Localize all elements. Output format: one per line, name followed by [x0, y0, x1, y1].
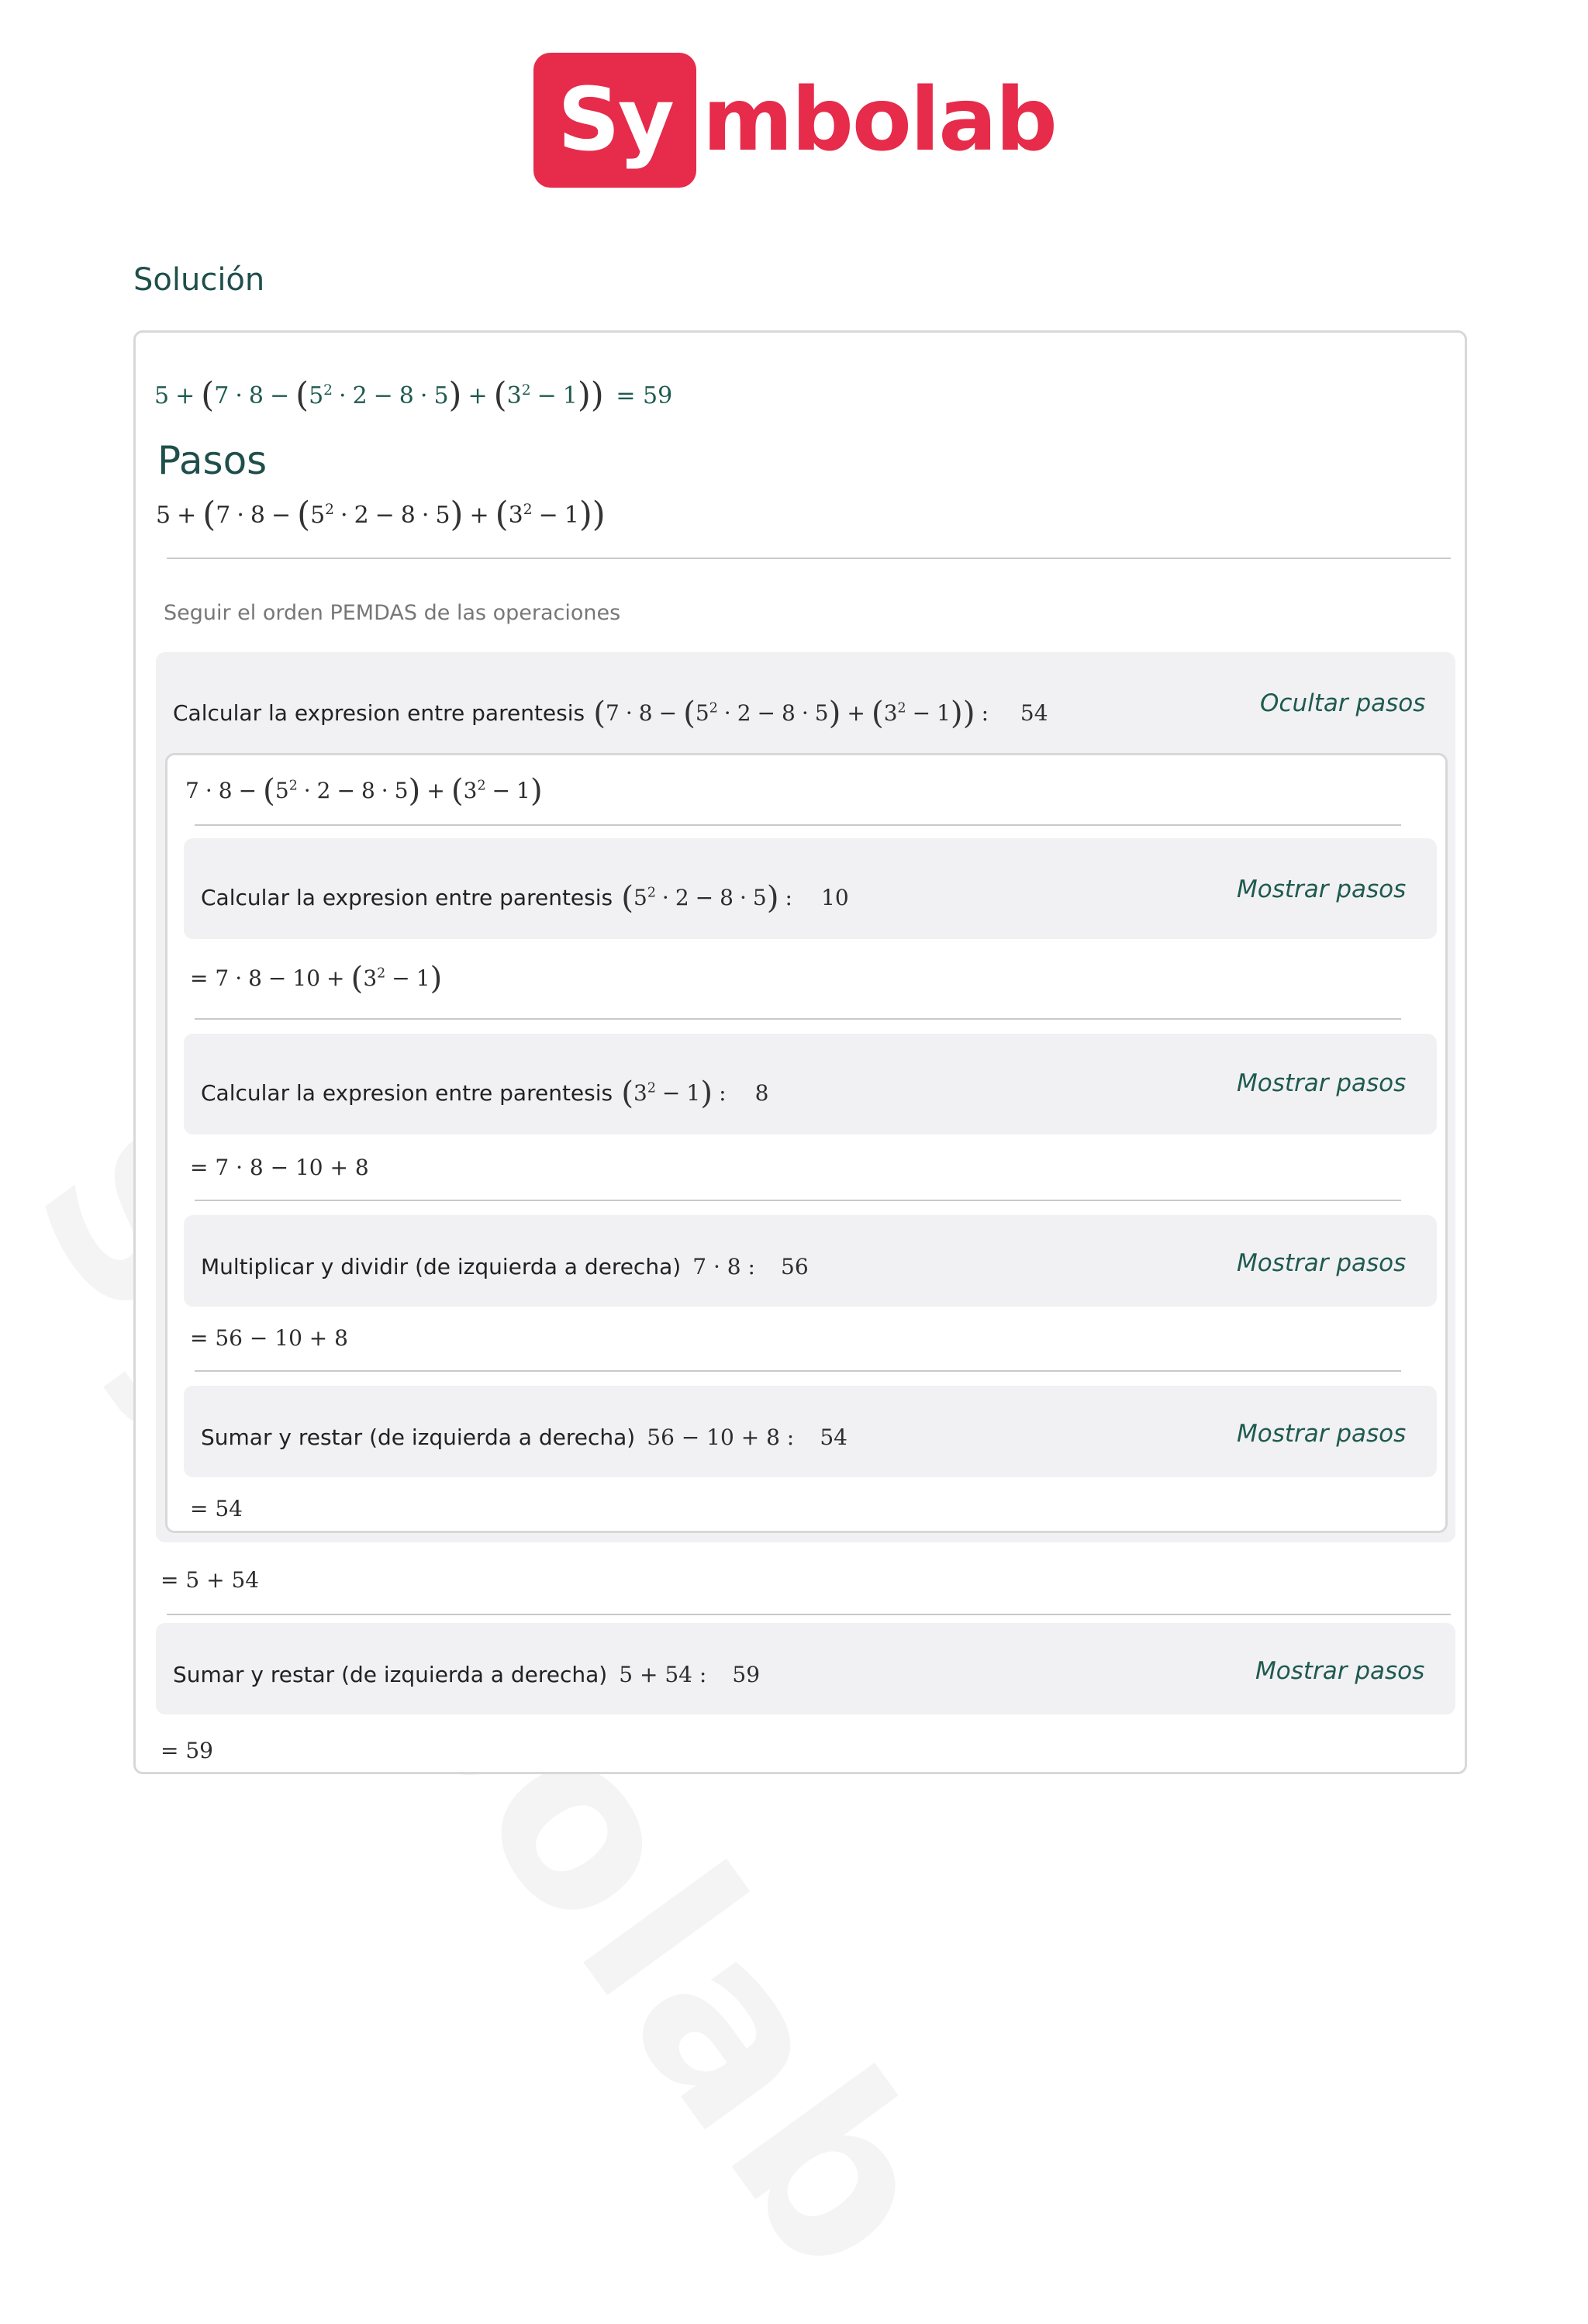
substep-2-label: Calcular la expresion entre parentesis	[201, 1080, 613, 1106]
step-2-result: 59	[732, 1662, 761, 1687]
after-step-1: = 5 + 54	[161, 1567, 260, 1593]
step-2-after: = 59	[161, 1738, 213, 1763]
step-1-header: Calcular la expresion entre parentesis $(7 \cdot 8 - (5^2 \cdot 2 - 8 \cdot 5) + (3^2 - 1))$ : 54	[173, 694, 1048, 731]
substep-4-expr: 56 − 10 + 8 :	[647, 1424, 795, 1450]
divider	[195, 1370, 1401, 1372]
substep-4-show-toggle[interactable]: Mostrar pasos	[1237, 1420, 1407, 1448]
step-2-expr: 5 + 54 :	[619, 1662, 707, 1687]
substep-1-after: = $7 \cdot 8 - 10 + (3^2 - 1)$	[190, 959, 443, 996]
substep-3-header	[201, 1254, 809, 1279]
logo-wordmark: mbolab	[703, 70, 1056, 171]
step-2-header	[173, 1662, 760, 1687]
symbolab-logo[interactable]	[533, 53, 1056, 188]
substep-1-result: 10	[821, 885, 849, 910]
divider	[167, 558, 1451, 559]
substep-1-label: Calcular la expresion entre parentesis	[201, 885, 613, 910]
solution-card	[133, 330, 1467, 1774]
substep-4-after: = 54	[190, 1496, 243, 1521]
substep-4-label: Sumar y restar (de izquierda a derecha)	[201, 1424, 636, 1450]
substeps-expression: $7 \cdot 8 - (5^2 \cdot 2 - 8 \cdot 5) + (3^2 - 1)$	[185, 772, 543, 809]
pasos-heading: Pasos	[157, 438, 268, 483]
substep-3-result: 56	[781, 1254, 809, 1279]
step-2-show-toggle[interactable]: Mostrar pasos	[1255, 1657, 1425, 1685]
logo-badge: Sy	[533, 53, 696, 188]
divider	[195, 1018, 1401, 1020]
substep-2-show-toggle[interactable]: Mostrar pasos	[1237, 1069, 1407, 1097]
divider	[195, 1200, 1401, 1201]
substep-2-result: 8	[754, 1080, 769, 1106]
substep-2-header: Calcular la expresion entre parentesis $(3^2 - 1)$ : 8	[201, 1074, 769, 1111]
pemdas-note: Seguir el orden PEMDAS de las operaciones	[164, 601, 621, 625]
divider	[167, 1614, 1451, 1615]
substep-3-expr: 7 · 8 :	[692, 1254, 755, 1279]
substep-1-show-toggle[interactable]: Mostrar pasos	[1237, 875, 1407, 903]
step-2-label: Sumar y restar (de izquierda a derecha)	[173, 1662, 608, 1687]
pasos-expression: $5 + (7 \cdot 8 - (5^2 \cdot 2 - 8 \cdot 5) + (3^2 - 1))$	[156, 496, 606, 534]
substep-3-show-toggle[interactable]: Mostrar pasos	[1237, 1249, 1407, 1277]
solution-title: Solución	[133, 262, 265, 298]
step-1-label: Calcular la expresion entre parentesis	[173, 700, 585, 726]
substep-3-label: Multiplicar y dividir (de izquierda a derecha)	[201, 1254, 682, 1279]
step-1-result: 54	[1020, 700, 1048, 726]
substep-1-header: Calcular la expresion entre parentesis $(5^2 \cdot 2 - 8 \cdot 5)$ : 10	[201, 879, 849, 916]
divider	[195, 824, 1401, 826]
step-1-hide-toggle[interactable]: Ocultar pasos	[1260, 689, 1426, 717]
substep-3-after: = 56 − 10 + 8	[190, 1325, 348, 1351]
substep-2-after: = 7 · 8 − 10 + 8	[190, 1155, 369, 1180]
main-equation-result: = 59	[616, 382, 673, 409]
substep-4-header	[201, 1424, 848, 1450]
substep-4-result: 54	[820, 1424, 848, 1450]
main-equation: $5 + (7 \cdot 8 - (5^2 \cdot 2 - 8 \cdot 5) + (3^2 - 1)) = 59$	[154, 376, 673, 415]
